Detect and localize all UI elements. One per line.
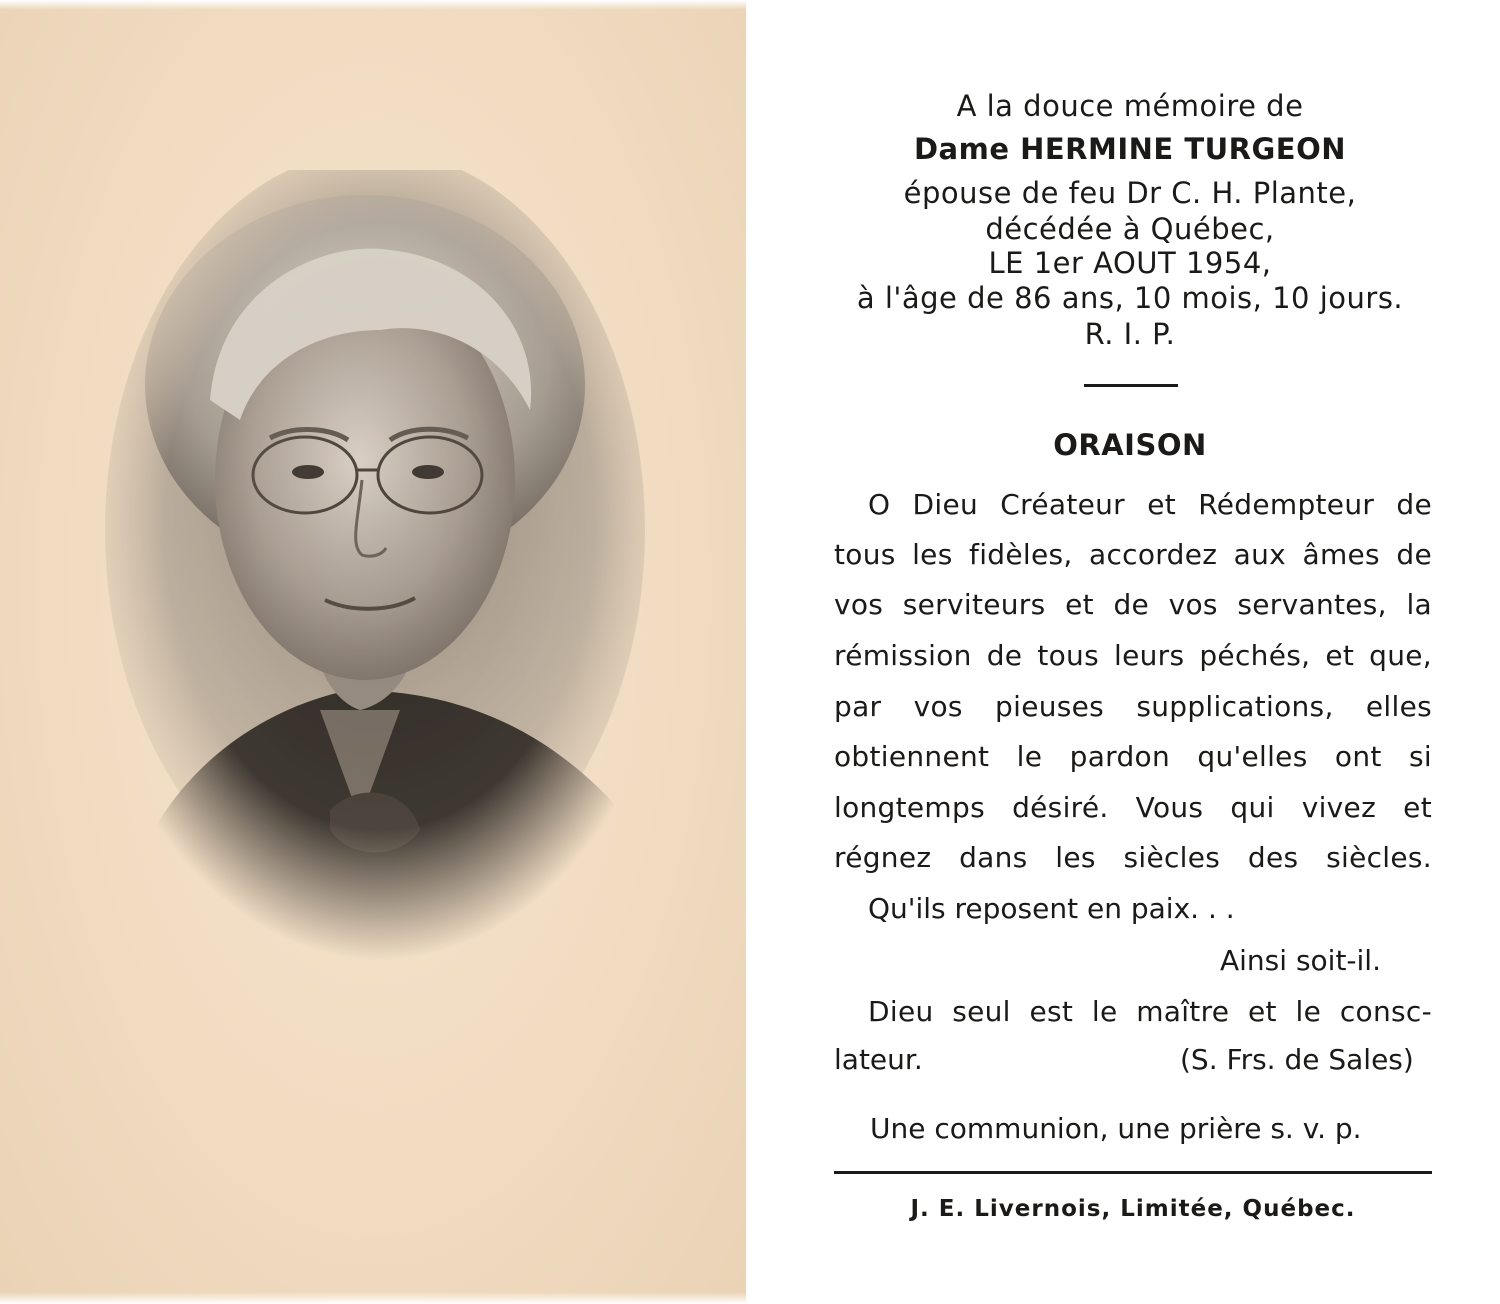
quote-line-2: lateur.	[834, 1043, 923, 1076]
portrait-photo	[100, 170, 660, 960]
memorial-text	[800, 0, 1500, 1304]
quote-line-1: Dieu seul est le maître et le consc-	[868, 995, 1432, 1028]
portrait-card	[0, 0, 746, 1304]
place-line: décédée à Québec,	[985, 212, 1275, 246]
deceased-name: Dame HERMINE TURGEON	[913, 132, 1347, 166]
prayer-rest: Qu'ils reposent en paix. . .	[868, 892, 1235, 925]
prayer-line: par vos pieuses supplications, elles	[834, 690, 1432, 723]
card-edge-top	[0, 0, 746, 10]
quote-attribution: (S. Frs. de Sales)	[1180, 1043, 1414, 1076]
age-line: à l'âge de 86 ans, 10 mois, 10 jours.	[856, 281, 1404, 315]
prayer-request: Une communion, une prière s. v. p.	[870, 1112, 1362, 1145]
printer-credit: J. E. Livernois, Limitée, Québec.	[910, 1196, 1356, 1222]
date-line: LE 1er AOUT 1954,	[988, 246, 1272, 280]
prayer-amen: Ainsi soit-il.	[1220, 944, 1381, 977]
divider-short	[1084, 384, 1178, 387]
spouse-line: épouse de feu Dr C. H. Plante,	[903, 176, 1357, 210]
prayer-line: tous les fidèles, accordez aux âmes de	[834, 538, 1432, 571]
divider-long	[834, 1171, 1432, 1174]
prayer-line: longtemps désiré. Vous qui vivez et	[834, 791, 1432, 824]
rip-line: R. I. P.	[1084, 317, 1176, 351]
prayer-line: rémission de tous leurs péchés, et que,	[834, 639, 1432, 672]
card-edge-bottom	[0, 1292, 746, 1304]
prayer-line: O Dieu Créateur et Rédempteur de	[868, 488, 1432, 521]
prayer-line: obtiennent le pardon qu'elles ont si	[834, 740, 1432, 773]
oraison-title: ORAISON	[1053, 428, 1207, 462]
prayer-line: régnez dans les siècles des siècles.	[834, 841, 1432, 874]
prayer-line: vos serviteurs et de vos servantes, la	[834, 588, 1432, 621]
memorial-intro: A la douce mémoire de	[956, 89, 1304, 123]
